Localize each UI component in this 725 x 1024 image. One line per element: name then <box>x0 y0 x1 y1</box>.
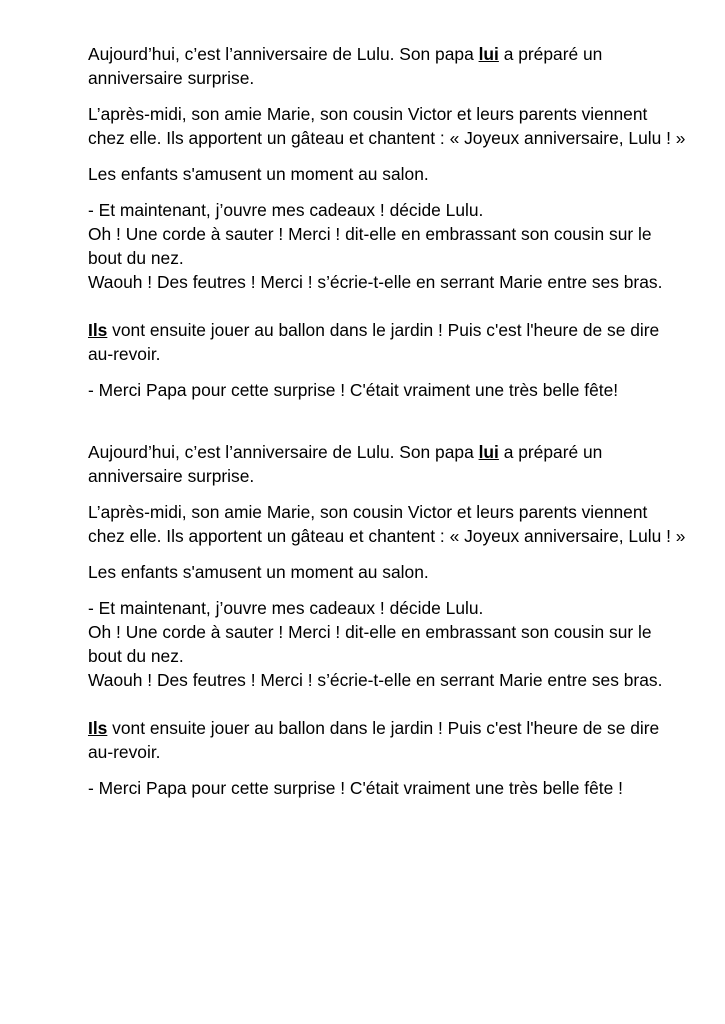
intro-text: Aujourd’hui, c’est l’anniversaire de Lulu. Son papa <box>88 442 479 462</box>
paragraph-ballon <box>88 716 688 764</box>
dialogue-line-1: - Et maintenant, j’ouvre mes cadeaux ! décide Lulu. <box>88 598 484 618</box>
paragraph-merci: - Merci Papa pour cette surprise ! C'était vraiment une très belle fête! <box>88 380 619 400</box>
paragraph-salon: Les enfants s'amusent un moment au salon. <box>88 164 429 184</box>
paragraph-merci: - Merci Papa pour cette surprise ! C'était vraiment une très belle fête ! <box>88 778 623 798</box>
story-block-1 <box>88 42 688 402</box>
paragraph-afternoon: L’après-midi, son amie Marie, son cousin Victor et leurs parents viennent chez elle. Ils apportent un gâteau et chantent : « Joyeux anniversaire, Lulu ! » <box>88 104 686 148</box>
dialogue-line-3: Waouh ! Des feutres ! Merci ! s’écrie-t-elle en serrant Marie entre ses bras. <box>88 670 663 690</box>
paragraph-ballon <box>88 318 688 366</box>
intro-text-end: a préparé un anniversaire surprise. <box>88 442 603 486</box>
paragraph-intro <box>88 440 688 488</box>
ballon-text: vont ensuite jouer au ballon dans le jardin ! Puis c'est l'heure de se dire au-revoir. <box>88 718 660 762</box>
intro-text-end: a préparé un anniversaire surprise. <box>88 44 603 88</box>
dialogue-line-3: Waouh ! Des feutres ! Merci ! s’écrie-t-elle en serrant Marie entre ses bras. <box>88 272 663 292</box>
keyword-lui: lui <box>478 44 499 64</box>
dialogue-line-1: - Et maintenant, j’ouvre mes cadeaux ! décide Lulu. <box>88 200 484 220</box>
keyword-ils: Ils <box>88 320 108 340</box>
ballon-text: vont ensuite jouer au ballon dans le jardin ! Puis c'est l'heure de se dire au-revoir. <box>88 320 660 364</box>
dialogue-line-2: Oh ! Une corde à sauter ! Merci ! dit-elle en embrassant son cousin sur le bout du nez. <box>88 622 652 666</box>
intro-text: Aujourd’hui, c’est l’anniversaire de Lulu. Son papa <box>88 44 479 64</box>
paragraph-salon: Les enfants s'amusent un moment au salon. <box>88 562 429 582</box>
keyword-lui: lui <box>478 442 499 462</box>
paragraph-afternoon: L’après-midi, son amie Marie, son cousin Victor et leurs parents viennent chez elle. Ils apportent un gâteau et chantent : « Joyeux anniversaire, Lulu ! » <box>88 502 686 546</box>
paragraph-intro <box>88 42 688 90</box>
document-page <box>88 42 688 812</box>
dialogue-line-2: Oh ! Une corde à sauter ! Merci ! dit-elle en embrassant son cousin sur le bout du nez. <box>88 224 652 268</box>
keyword-ils: Ils <box>88 718 108 738</box>
story-block-2 <box>88 440 688 800</box>
